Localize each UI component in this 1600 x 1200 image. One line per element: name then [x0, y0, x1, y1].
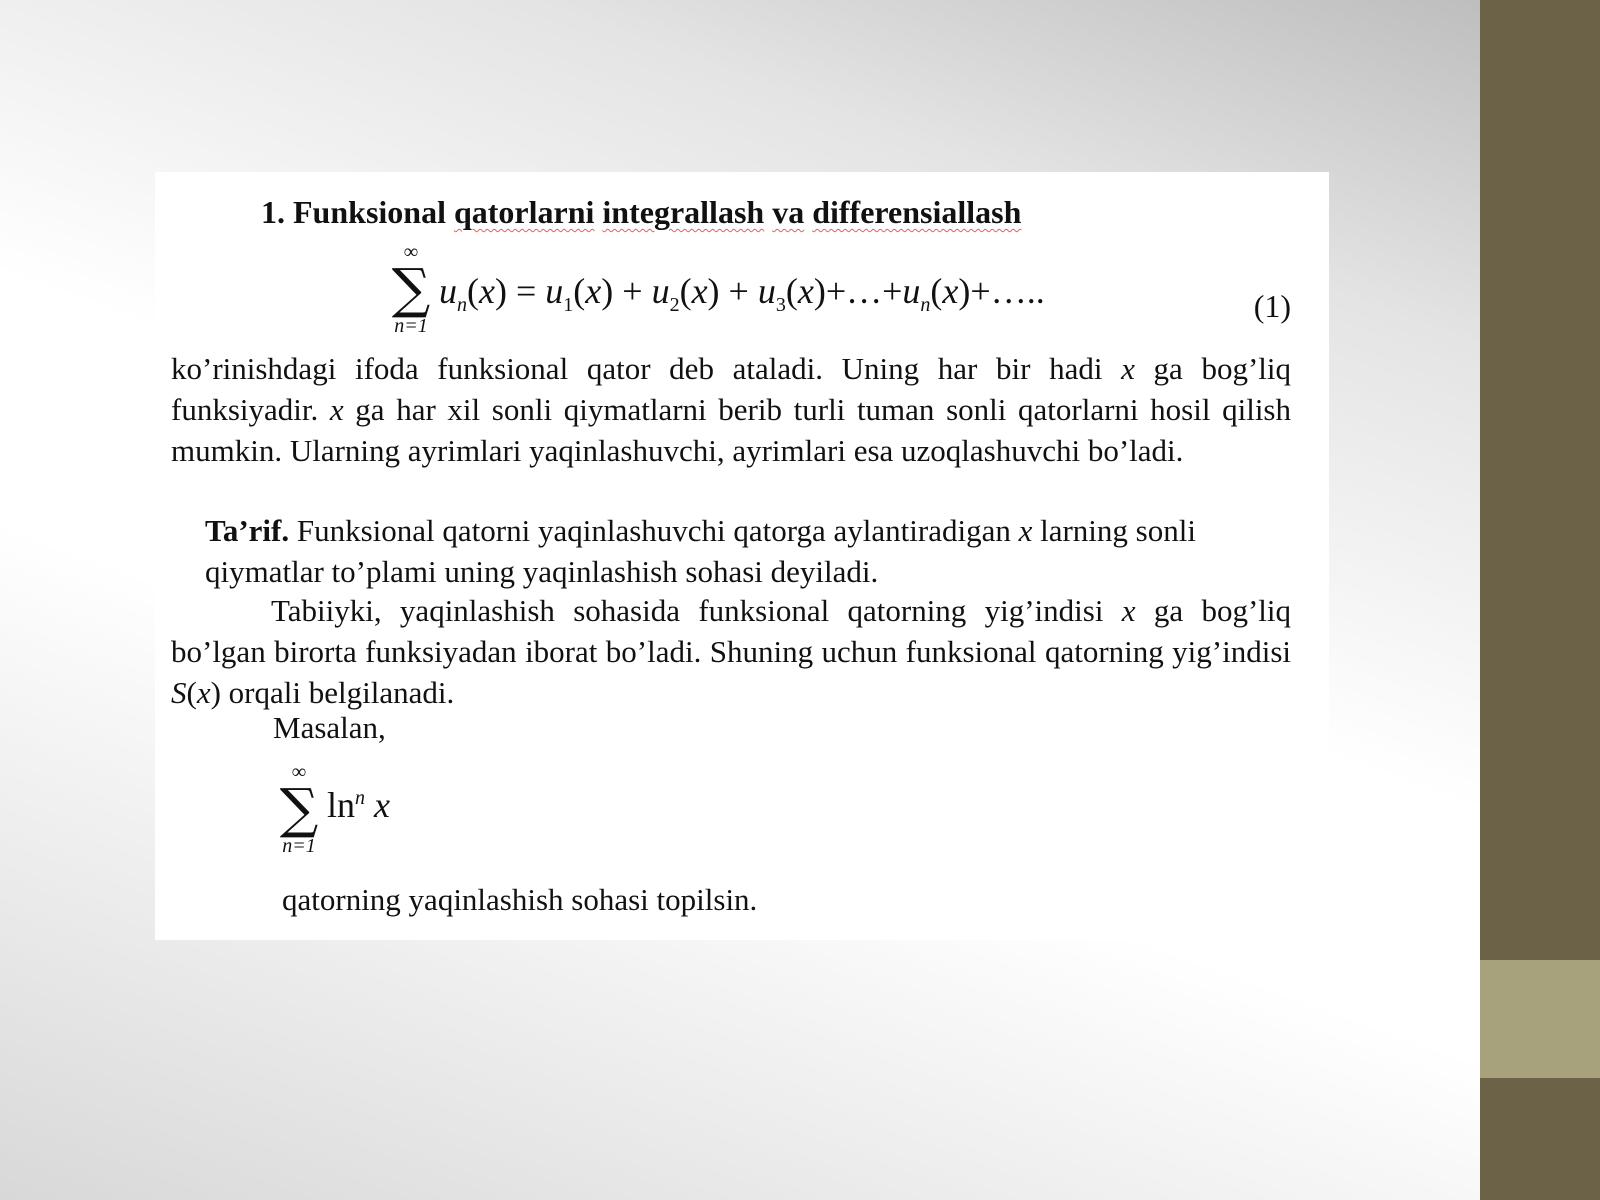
- series-expansion: $u_n(x) = u_1(x) + u_2(x)$ + $u_3(x)+\dots+u_n(x)+\dots$..: [439, 271, 1045, 317]
- task-text: qatorning yaqinlashish sohasi topilsin.: [282, 882, 758, 917]
- equation-number: (1): [1253, 288, 1291, 324]
- title-word: va: [772, 194, 805, 230]
- definition-label: Ta’rif.: [205, 513, 290, 548]
- summation-symbol: ∞ ∑ n=1: [275, 762, 323, 856]
- example-series-term: $\ln^n x$: [327, 785, 390, 825]
- summation-symbol: ∞ ∑ n=1: [387, 242, 435, 336]
- series-definition-formula: [387, 242, 1187, 342]
- sum-lower-limit: n=1: [394, 315, 428, 337]
- sidebar-decoration-accent: [1480, 960, 1600, 1078]
- title-word: integrallash: [602, 194, 765, 230]
- paragraph-sum: Tabiiyki, yaqinlashish sohasida funksional qatorning yig’indisi x ga bog’liq bo’lgan birorta funksiyadan iborat bo’ladi. Shuning uchun funksional qatorning yig’indisi S(x) orqali belgilanadi.: [171, 593, 1291, 710]
- sidebar-decoration-bottom: [1480, 1078, 1600, 1200]
- title-word: qatorlarni: [453, 194, 595, 230]
- sum-upper-limit: ∞: [403, 241, 419, 263]
- section-title: [261, 194, 1021, 231]
- sidebar-decoration-top: [1480, 0, 1600, 960]
- example-series-formula: [275, 762, 575, 872]
- paragraph-intro: ko’rinishdagi ifoda funksional qator deb ataladi. Uning har bir hadi x ga bog’liq funksiyadir. x ga har xil sonli qiymatlarni berib turli tuman sonli qatorlarni hosil qilish mumkin. Ularning ayrimlari yaqinlashuvchi, ayrimlari esa uzoqlashuvchi bo’ladi.: [171, 351, 1292, 468]
- title-word: differensiallash: [812, 194, 1022, 230]
- document-page: [155, 172, 1329, 940]
- example-label: Masalan,: [273, 710, 386, 745]
- title-prefix: 1. Funksional: [261, 194, 454, 230]
- sum-upper-limit: ∞: [291, 761, 307, 783]
- sum-lower-limit: n=1: [282, 835, 316, 857]
- definition-paragraph: Ta’rif. Funksional qatorni yaqinlashuvchi qatorga aylantiradigan x larning sonli qiymatlar to’plami uning yaqinlashish sohasi deyiladi.: [205, 513, 1196, 589]
